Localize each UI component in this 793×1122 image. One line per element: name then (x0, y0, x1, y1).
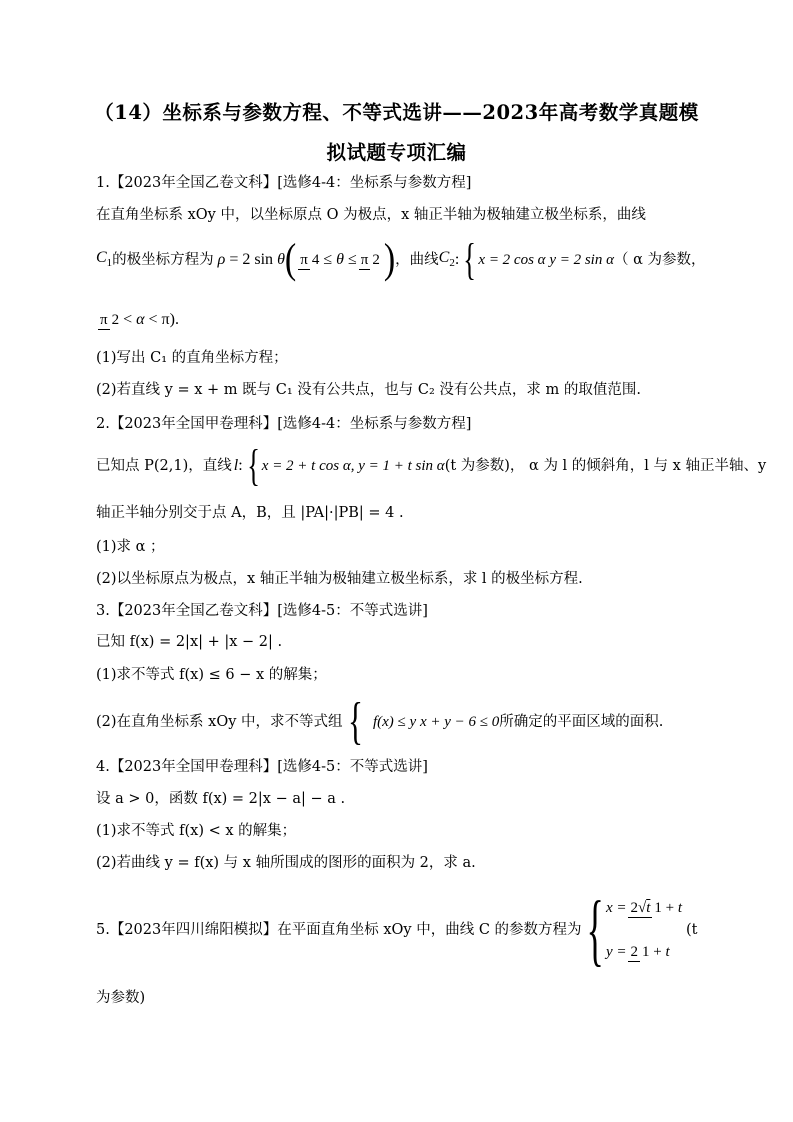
problem-2-q2: (2)以坐标原点为极点，x 轴正半轴为极轴建立极坐标系，求 l 的极坐标方程. (96, 571, 583, 587)
problem-5-text: 5.【2023年四川绵阳模拟】在平面直角坐标 xOy 中，曲线 C 的参数方程为 { x = 2√t 1 + t y = 2 1 + t (t (96, 886, 698, 974)
problem-5-heading: 5.【2023年四川绵阳模拟】在平面直角坐标 xOy 中，曲线 C 的参数方程为 (96, 922, 582, 938)
problem-5-text-2: 为参数) (96, 990, 146, 1006)
polar-label: 的极坐标方程为 (112, 252, 214, 268)
problem-4-q1: (1)求不等式 f(x) < x 的解集； (96, 823, 297, 839)
param-note: （ α 为参数， (613, 252, 706, 268)
page-title-cont: 拟试题专项汇编 (326, 141, 467, 164)
page-title: （14）坐标系与参数方程、不等式选讲——2023年高考数学真题模 (94, 101, 699, 124)
line-l-system: x = 2 + t cos α, y = 1 + t sin α (261, 458, 445, 474)
problem-2-heading: 2.【2023年全国甲卷理科】[选修4-4：坐标系与参数方程] (96, 416, 472, 432)
q2-tail: 所确定的平面区域的面积. (499, 714, 664, 730)
problem-1-heading: 1.【2023年全国乙卷文科】[选修4-4：坐标系与参数方程] (96, 175, 472, 191)
param-t-note: (t (686, 922, 698, 938)
curve-c2-system: x = 2 cos α y = 2 sin α (478, 252, 614, 268)
problem-3-text: 已知 f(x) = 2|x| + |x − 2| . (96, 634, 283, 650)
q2-lead: (2)在直角坐标系 xOy 中，求不等式组 (96, 714, 343, 730)
problem-1-q2: (2)若直线 y = x + m 既与 C₁ 没有公共点，也与 C₂ 没有公共点，求 m 的取值范围. (96, 382, 641, 398)
curve-c-system: x = 2√t 1 + t y = 2 1 + t (605, 900, 683, 960)
curve-label: ，曲线 (395, 252, 439, 268)
problem-4-heading: 4.【2023年全国甲卷理科】[选修4-5：不等式选讲] (96, 759, 428, 775)
problem-2-q1: (1)求 α ； (96, 539, 165, 555)
problem-4-text: 设 a > 0，函数 f(x) = 2|x − a| − a . (96, 791, 346, 807)
point-label: 已知点 P(2,1)，直线 (96, 458, 232, 474)
line-l-note: (t 为参数)， α 为 l 的倾斜角，l 与 x 轴正半轴、y (444, 458, 767, 474)
alpha-range: π 2 < α < π). (100, 311, 179, 328)
problem-2-text: 已知点 P(2,1)，直线 l : { x = 2 + t cos α, y = 1 + t sin α (t 为参数)， α 为 l 的倾斜角，l 与 x 轴正半轴、y (96, 441, 767, 490)
problem-3-q2: (2)在直角坐标系 xOy 中，求不等式组 { f(x) ≤ y x + y − 6 ≤ 0 所确定的平面区域的面积. (96, 693, 664, 750)
problem-1-q1: (1)写出 C₁ 的直角坐标方程； (96, 350, 288, 366)
problem-2-text-2: 轴正半轴分别交于点 A，B，且 |PA|·|PB| = 4 . (96, 505, 404, 521)
problem-3-q1: (1)求不等式 f(x) ≤ 6 − x 的解集； (96, 667, 327, 683)
problem-3-heading: 3.【2023年全国乙卷文科】[选修4-5：不等式选讲] (96, 603, 428, 619)
problem-1-text: 在直角坐标系 xOy 中，以坐标原点 O 为极点，x 轴正半轴为极轴建立极坐标系，曲线 (96, 207, 646, 223)
problem-1-equations: C1 的极坐标方程为 ρ = 2 sin θ ( π 4 ≤ θ ≤ π 2 ) ，曲线 C2 : { x = 2 cos α y = 2 sin α （ α 为参数， (96, 235, 706, 284)
problem-4-q2: (2)若曲线 y = f(x) 与 x 轴所围成的图形的面积为 2，求 a. (96, 855, 476, 871)
inequality-system: f(x) ≤ y x + y − 6 ≤ 0 (365, 714, 500, 730)
